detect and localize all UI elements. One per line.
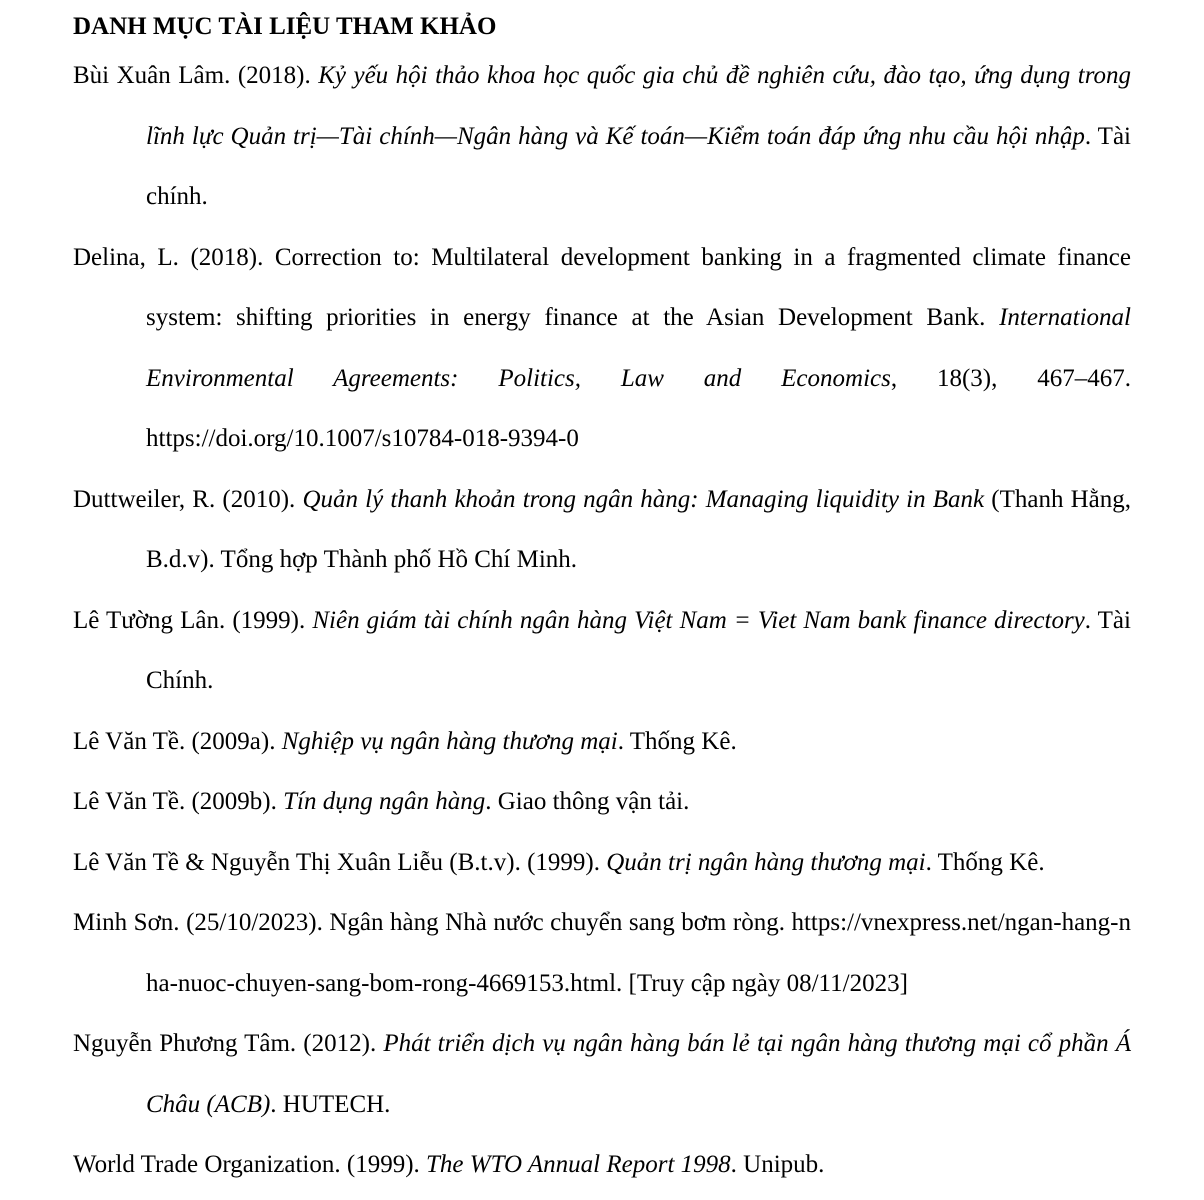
reference-entry [73,893,1131,1014]
reference-publisher: . Thống Kê. [925,848,1045,876]
reference-title: Quản lý thanh khoản trong ngân hàng: Managing liquidity in Bank [302,485,985,513]
reference-text: Lê Văn Tề & Nguyễn Thị Xuân Liễu (B.t.v). (1999). [73,848,607,876]
reference-title: Tín dụng ngân hàng [283,788,486,815]
reference-entry [73,591,1131,712]
reference-text: Minh Sơn. (25/10/2023). Ngân hàng Nhà nước chuyển sang bơm ròng. https://vnexpress.net/ngan-hang-nha-nuoc-chuyen-sang-bom-rong-4669153.html. [Truy cập ngày 08/11/2023] [73,909,1131,997]
reference-publisher: . Thống Kê. [617,727,737,755]
reference-entry [73,712,1131,773]
reference-publisher: . Unipub. [730,1151,825,1178]
reference-title: Nghiệp vụ ngân hàng thương mại [281,727,618,755]
reference-title: The WTO Annual Report 1998 [426,1151,731,1178]
reference-entry [73,833,1131,894]
reference-text: Lê Văn Tề. (2009a). [73,727,282,755]
reference-text: Duttweiler, R. (2010). [73,485,303,513]
reference-title: Niên giám tài chính ngân hàng Việt Nam = Viet Nam bank finance directory [312,606,1085,634]
reference-publisher: . HUTECH. [270,1090,391,1118]
reference-title: International Environmental Agreements: Politics, Law and Economics [146,304,1131,392]
reference-entry [73,772,1131,833]
references-heading: DANH MỤC TÀI LIỆU THAM KHẢO [73,13,497,40]
reference-entry [73,1135,1131,1196]
reference-entry [73,1014,1131,1135]
reference-text: Lê Tường Lân. (1999). [73,606,313,634]
reference-title: Phát triển dịch vụ ngân hàng bán lẻ tại ngân hàng thương mại cổ phần Á Châu (ACB) [146,1030,1132,1118]
reference-publisher: . Tài Chính. [146,606,1131,694]
reference-publisher: , 18(3), 467–467. https://doi.org/10.1007/s10784-018-9394-0 [146,364,1131,452]
reference-list [73,46,1131,1196]
reference-title: Kỷ yếu hội thảo khoa học quốc gia chủ đề nghiên cứu, đào tạo, ứng dụng trong lĩnh lực Quản trị—Tài chính—Ngân hàng và Kế toán—Kiểm toán đáp ứng nhu cầu hội nhập [146,62,1132,150]
reference-publisher: . Tài chính. [146,122,1131,210]
reference-text: World Trade Organization. (1999). [73,1151,427,1178]
reference-title: Quản trị ngân hàng thương mại [606,848,926,876]
reference-publisher: . Giao thông vận tải. [485,788,690,815]
reference-text: Delina, L. (2018). Correction to: Multilateral development banking in a fragmented climate finance system: shifting priorities in energy finance at the Asian Development Bank. [73,243,1131,331]
reference-entry [73,46,1131,228]
reference-text: Nguyễn Phương Tâm. (2012). [73,1030,384,1057]
reference-entry [73,470,1131,591]
reference-text: Lê Văn Tề. (2009b). [73,788,284,815]
reference-entry [73,228,1131,470]
reference-text: Bùi Xuân Lâm. (2018). [73,62,319,89]
reference-publisher: (Thanh Hằng, B.d.v). Tổng hợp Thành phố Hồ Chí Minh. [146,485,1132,573]
